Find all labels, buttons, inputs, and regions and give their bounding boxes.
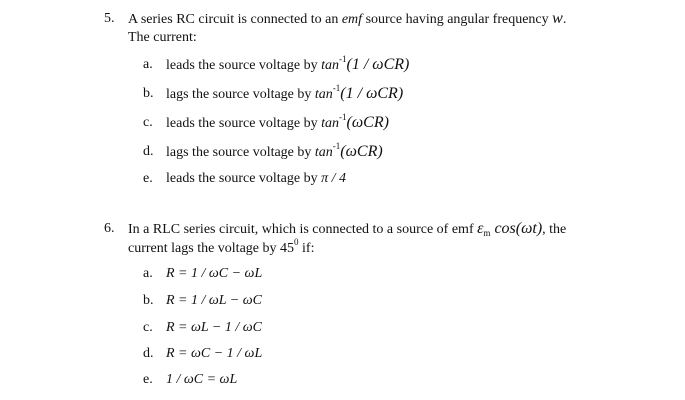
option-letter: c.	[143, 320, 153, 335]
option-letter: a.	[143, 266, 153, 281]
option-letter: a.	[143, 57, 153, 72]
question-stem: A series RC circuit is connected to an emf source having angular frequency w.	[128, 10, 567, 27]
question-number: 6.	[104, 221, 115, 236]
option-expression: 1 / ωC = ωL	[166, 372, 238, 387]
question-number: 5.	[104, 11, 115, 26]
option-text: leads the source voltage by π / 4	[166, 171, 347, 186]
question-stem-cont: current lags the voltage by $45^0$ if:	[128, 237, 315, 256]
option-text: leads the source voltage by $\tan^{-1}(\omega CR)$	[166, 112, 389, 131]
option-letter: d.	[143, 346, 154, 361]
question-stem-cont: The current:	[128, 30, 197, 45]
option-letter: d.	[143, 144, 154, 159]
option-letter: b.	[143, 86, 154, 101]
option-expression: R = 1 / ωC − ωL	[166, 266, 263, 281]
option-text: lags the source voltage by $\tan^{-1}(1 / \omega CR)$	[166, 83, 404, 102]
option-letter: e.	[143, 372, 153, 387]
option-text: lags the source voltage by $\tan^{-1}(\omega CR)$	[166, 141, 383, 160]
emf-symbol: ε	[477, 220, 484, 237]
option-letter: e.	[143, 171, 153, 186]
option-letter: c.	[143, 115, 153, 130]
option-expression: R = 1 / ωL − ωC	[166, 293, 262, 308]
question-stem: In a RLC series circuit, which is connected to a source of emf $\varepsilon_m$ cos(ωt), the	[128, 220, 567, 238]
option-letter: b.	[143, 293, 154, 308]
option-text: leads the source voltage by $\tan^{-1}(1 / \omega CR)$	[166, 54, 410, 73]
option-expression: R = ωC − 1 / ωL	[166, 346, 263, 361]
option-expression: R = ωL − 1 / ωC	[166, 320, 262, 335]
